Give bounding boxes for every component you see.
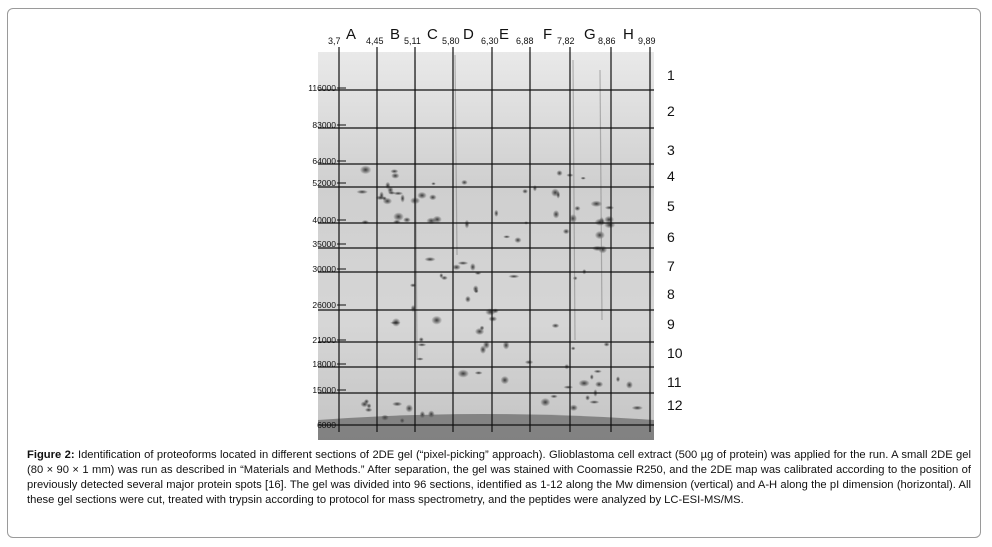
- protein-spot: [604, 216, 614, 224]
- row-label: 7: [667, 258, 675, 274]
- row-label: 12: [667, 397, 683, 413]
- mw-label: 18000: [312, 359, 336, 369]
- protein-spot: [391, 173, 399, 179]
- row-label: 11: [667, 374, 682, 390]
- protein-spot: [551, 188, 559, 196]
- protein-spot: [475, 371, 483, 375]
- protein-spot: [431, 182, 436, 185]
- protein-spot: [595, 219, 606, 226]
- figure-caption: [27, 448, 971, 508]
- mw-label: 30000: [312, 264, 336, 274]
- protein-spot: [465, 296, 471, 303]
- protein-spot: [626, 381, 633, 389]
- protein-spot: [470, 263, 476, 271]
- protein-spot: [429, 194, 437, 200]
- protein-spot: [525, 360, 534, 364]
- protein-spot: [595, 231, 605, 239]
- pi-label: 6,88: [516, 36, 534, 46]
- dye-front: [318, 414, 654, 440]
- row-label: 9: [667, 316, 675, 332]
- protein-spot: [475, 328, 484, 335]
- pi-label: 7,82: [557, 36, 575, 46]
- mw-label: 83000: [312, 120, 336, 130]
- protein-spot: [385, 182, 390, 190]
- protein-spot: [393, 192, 403, 196]
- row-label: 5: [667, 198, 675, 214]
- protein-spot: [571, 347, 576, 351]
- mw-label: 15000: [312, 385, 336, 395]
- protein-spot: [419, 337, 424, 342]
- protein-spot: [424, 257, 435, 262]
- protein-spot: [417, 192, 427, 199]
- protein-spot: [364, 399, 369, 404]
- row-label: 6: [667, 229, 675, 245]
- protein-spot: [488, 316, 497, 321]
- caption-text: Identification of proteoforms located in different sections of 2DE gel (“pixel-picking” approach). Glioblastoma cell extract (500 µg of protein) was applied for the run. A small 2DE gel (80 × 90 × 1 mm) was run as described in “Materials and Methods.” After separation, the gel was stained with Coomassie R250, and the 2DE map was calibrated according to the position of previously detected several major protein spots [16]. The gel was divided into 96 sections, identified as 1-12 along the Mw dimension (vertical) and A-H along the pI dimension (horizontal). All these gel sections were cut, treated with trypsin according to protocol for mass spectrometry, and the peptides were analyzed by LC-ESI-MS/MS.: [27, 449, 971, 506]
- protein-spot: [492, 308, 499, 313]
- protein-spot: [616, 376, 620, 382]
- protein-spot: [392, 402, 402, 407]
- mw-label: 40000: [312, 215, 336, 225]
- protein-spot: [595, 381, 603, 387]
- protein-spot: [514, 237, 521, 243]
- column-label: G: [584, 26, 596, 43]
- protein-spot: [494, 210, 498, 217]
- protein-spot: [579, 380, 590, 387]
- protein-spot: [563, 229, 570, 235]
- protein-spot: [383, 198, 392, 205]
- protein-spot: [465, 220, 470, 229]
- protein-spot: [501, 376, 510, 384]
- protein-spot: [392, 318, 401, 327]
- protein-spot: [508, 275, 519, 279]
- column-label: C: [427, 26, 438, 43]
- protein-spot: [598, 246, 607, 254]
- protein-spot: [605, 206, 614, 210]
- protein-spot: [585, 395, 590, 401]
- pi-label: 4,45: [366, 36, 384, 46]
- protein-spot: [550, 395, 558, 399]
- protein-spot: [356, 190, 368, 194]
- pi-label: 8,86: [598, 36, 616, 46]
- protein-spot: [552, 323, 560, 328]
- row-label: 10: [667, 345, 683, 361]
- pi-axis-labels: [328, 36, 656, 46]
- protein-spot: [474, 289, 479, 293]
- protein-spot: [458, 261, 469, 265]
- protein-spot: [581, 177, 586, 180]
- protein-spot: [405, 404, 413, 412]
- protein-spot: [553, 210, 560, 219]
- row-labels: [667, 67, 683, 413]
- column-label: F: [543, 26, 553, 43]
- protein-spot: [590, 374, 594, 380]
- protein-spot: [433, 216, 442, 223]
- protein-spot: [393, 212, 404, 221]
- protein-spot: [403, 217, 411, 223]
- row-label: 3: [667, 142, 675, 158]
- mw-label: 116000: [308, 83, 336, 93]
- protein-spot: [556, 170, 562, 176]
- mw-label: 35000: [312, 239, 336, 249]
- protein-spot: [522, 189, 528, 194]
- protein-spot: [574, 206, 580, 211]
- mw-label: 52000: [312, 178, 336, 188]
- protein-spot: [563, 386, 573, 389]
- protein-spot: [461, 180, 468, 185]
- pi-label: 5,80: [442, 36, 460, 46]
- column-label: A: [346, 26, 357, 43]
- column-label: E: [499, 26, 510, 43]
- protein-spot: [361, 220, 369, 224]
- protein-spot: [441, 276, 448, 280]
- column-label: D: [463, 26, 474, 43]
- pi-label: 9,89: [638, 36, 656, 46]
- mw-label: 64000: [312, 156, 336, 166]
- protein-spot: [417, 343, 426, 346]
- protein-spot: [632, 406, 643, 410]
- row-label: 2: [667, 103, 675, 119]
- protein-spot: [457, 370, 469, 378]
- row-label: 4: [667, 168, 675, 184]
- protein-spot: [360, 165, 372, 174]
- protein-spot: [431, 316, 442, 325]
- column-label: B: [390, 26, 401, 43]
- pi-label: 5,11: [404, 36, 421, 46]
- protein-spot: [589, 400, 599, 404]
- protein-spot: [480, 345, 486, 354]
- pi-label: 3,7: [328, 36, 341, 46]
- column-label: H: [623, 26, 634, 43]
- mw-label: 6000: [317, 420, 336, 430]
- protein-spot: [365, 408, 372, 412]
- mw-label: 26000: [312, 300, 336, 310]
- protein-spot: [503, 235, 510, 238]
- mw-label: 21000: [312, 335, 336, 345]
- protein-spot: [573, 276, 578, 280]
- protein-spot: [540, 398, 550, 407]
- row-label: 1: [667, 67, 675, 83]
- pi-label: 6,30: [481, 36, 499, 46]
- protein-spot: [533, 185, 537, 192]
- caption-label: Figure 2:: [27, 449, 75, 461]
- protein-spot: [400, 194, 405, 203]
- protein-spot: [604, 342, 610, 346]
- protein-spot: [594, 370, 602, 373]
- row-label: 8: [667, 286, 675, 302]
- protein-spot: [390, 169, 398, 173]
